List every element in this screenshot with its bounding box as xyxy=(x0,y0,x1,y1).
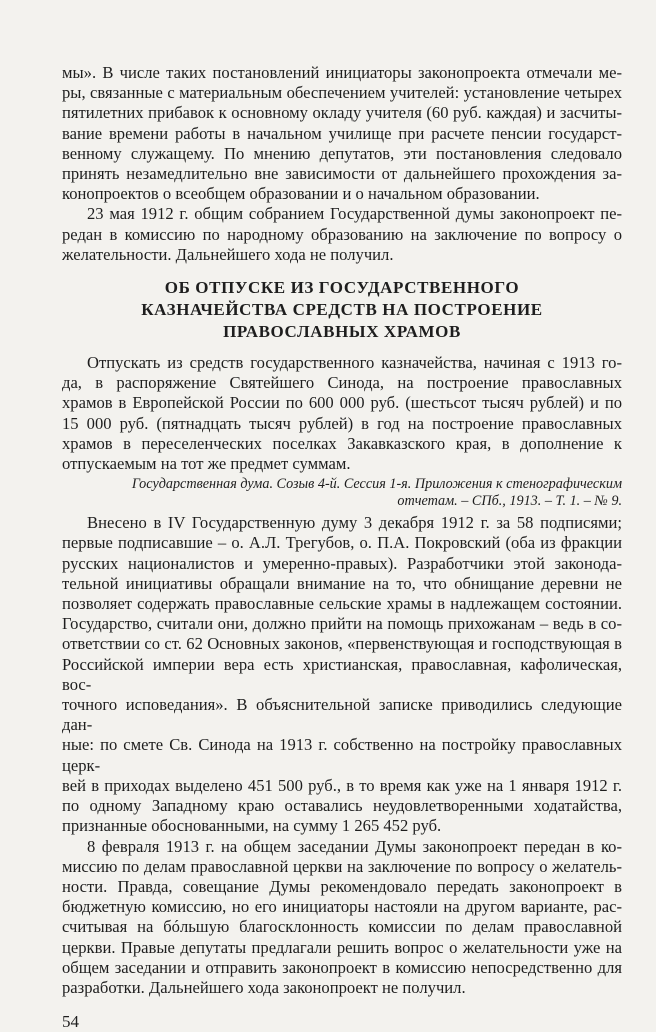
text-line: Внесено в IV Государственную думу 3 декабря 1912 г. за 58 подписями; xyxy=(87,513,622,533)
text-line: Государство, считали они, должно прийти на помощь прихожанам – ведь в со- xyxy=(62,614,622,634)
text-line: храмов в Европейской России по 600 000 руб. (шестьсот тысяч рублей) и по xyxy=(62,393,622,413)
text-line: церкви. Правые депутаты предлагали решить вопрос о желательности уже на xyxy=(62,937,622,957)
text-line: принять незамедлительно вне зависимости от дальнейшего прохождения за- xyxy=(62,164,622,184)
title-line: ПРАВОСЛАВНЫХ ХРАМОВ xyxy=(223,322,461,342)
text-line: 8 февраля 1913 г. на общем заседании Думы законопроект передан в ко- xyxy=(87,836,622,856)
text-line: ры, связанные с материальным обеспечением учителей: установление четырех xyxy=(62,83,622,103)
text-line: признанные обоснованными, на сумму 1 265 452 руб. xyxy=(62,816,442,836)
book-page xyxy=(62,63,622,1032)
bill-text xyxy=(62,353,622,474)
text-line: первые подписавшие – о. А.Л. Трегубов, о. П.А. Покровский (оба из фракции xyxy=(62,533,622,553)
source-line: отчетам. – СПб., 1913. – Т. 1. – № 9. xyxy=(397,493,622,510)
text-line: разработки. Дальнейшего хода законопроект не получил. xyxy=(62,977,466,997)
intro-paragraphs xyxy=(62,63,622,265)
paragraph xyxy=(62,63,622,204)
title-line: ОБ ОТПУСКЕ ИЗ ГОСУДАРСТВЕННОГО xyxy=(164,278,520,298)
text-line: венному служащему. По мнению депутатов, эти постановления следовало xyxy=(62,143,622,163)
text-line: общем заседании и отправить законопроект в комиссию непосредственно для xyxy=(62,957,622,977)
text-line: миссию по делам православной церкви на заключение по вопросу о желатель- xyxy=(62,856,622,876)
text-line: позволяет содержать православные сельские храмы в надлежащем состоянии. xyxy=(62,594,622,614)
text-line: да, в распоряжение Святейшего Синода, на построение православных xyxy=(62,373,622,393)
text-line: 23 мая 1912 г. общим собранием Государственной думы законопроект пе- xyxy=(87,204,622,224)
text-line: ные: по смете Св. Синода на 1913 г. собственно на постройку православных церк- xyxy=(62,735,622,775)
text-line: вей в приходах выделено 451 500 руб., в то время как уже на 1 января 1912 г. xyxy=(62,775,622,795)
text-line: считывая на бóльшую благосклонность комиссии по делам православной xyxy=(62,917,622,937)
section-title xyxy=(62,277,622,343)
text-line: бюджетную комиссию, но его инициаторы настояли на другом варианте, рас- xyxy=(62,897,622,917)
text-line: по одному Западному краю оставались неудовлетворенными ходатайства, xyxy=(62,796,622,816)
text-line: Российской империи вера есть христианская, православная, кафолическая, вос- xyxy=(62,654,622,694)
source-citation xyxy=(62,476,622,510)
text-line: отпускаемым на тот же предмет суммам. xyxy=(62,454,351,474)
text-line: Отпускать из средств государственного казначейства, начиная с 1913 го- xyxy=(87,353,622,373)
text-line: пятилетних прибавок к основному окладу учителя (60 руб. каждая) и засчиты- xyxy=(62,103,622,123)
text-line: вание времени работы в начальном училище при расчете пенсии государст- xyxy=(62,123,622,143)
text-line: тельной инициативы обращали внимание на то, что обнищание деревни не xyxy=(62,573,622,593)
text-line: точного исповедания». В объяснительной записке приводились следующие дан- xyxy=(62,695,622,735)
text-line: желательности. Дальнейшего хода не получил. xyxy=(62,244,394,264)
paragraph xyxy=(62,204,622,265)
paragraph xyxy=(62,353,622,474)
text-line: 15 000 руб. (пятнадцать тысяч рублей) в год на построение православных xyxy=(62,413,622,433)
text-line: редан в комиссию по народному образованию на заключение по вопросу о xyxy=(62,224,622,244)
commentary-paragraphs xyxy=(62,513,622,998)
paragraph xyxy=(62,513,622,836)
text-line: ответствии со ст. 62 Основных законов, «первенствующая и господствующая в xyxy=(62,634,622,654)
text-line: конопроектов о всеобщем образовании и о начальном образовании. xyxy=(62,184,540,204)
source-line: Государственная дума. Созыв 4-й. Сессия 1-я. Приложения к стенографическим xyxy=(131,476,622,493)
title-line: КАЗНАЧЕЙСТВА СРЕДСТВ НА ПОСТРОЕНИЕ xyxy=(141,300,543,320)
text-line: храмов в переселенческих поселках Закавказского края, в дополнение к xyxy=(62,433,622,453)
text-line: русских националистов и умеренно-правых). Разработчики этой законода- xyxy=(62,553,622,573)
text-line: мы». В числе таких постановлений инициаторы законопроекта отмечали ме- xyxy=(62,63,622,82)
text-line: ности. Правда, совещание Думы рекомендовало передать законопроект в xyxy=(62,876,622,896)
page-number: 54 xyxy=(62,1012,79,1032)
paragraph xyxy=(62,837,622,999)
